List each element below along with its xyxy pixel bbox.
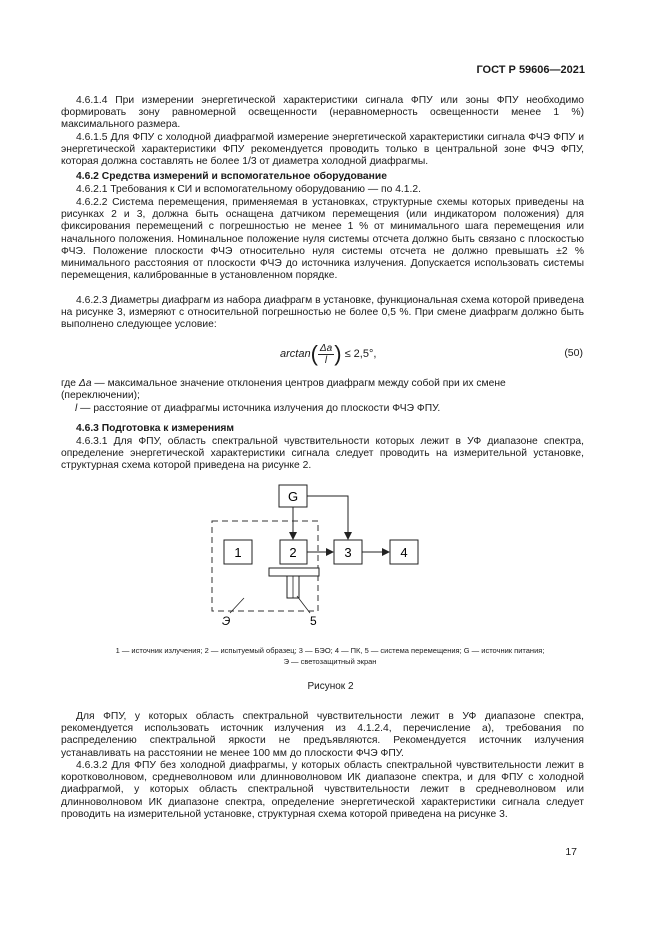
where-definition-1: где Δa — максимальное значение отклонения центров диафрагм между собой при их смене (переключении); [61,378,506,402]
figure-title: Рисунок 2 [307,681,354,692]
block-label-4: 4 [400,545,408,560]
document-header: ГОСТ Р 59606—2021 [476,64,585,76]
equation-number: (50) [564,347,583,359]
page-number: 17 [565,846,577,858]
block-label-2: 2 [289,545,297,560]
figure-legend-line-1: 1 — источник излучения; 2 — испытуемый образец; 3 — БЭО; 4 — ПК, 5 — система перемещения; G — источник питания; [115,646,545,655]
formula-fraction: $\frac{\Delta a}{l}$ [319,342,333,366]
label-5: 5 [310,614,317,628]
paragraph-4-6-2-3: 4.6.2.3 Диаметры диафрагм из набора диафрагм в установке, функциональная схема которой приведена на рисунке 3, измеряют с относительной погрешностью не более 0,5 %. При смене диафрагм должно быть выполнено следующее условие: [61,295,584,331]
paragraph-uv-source: Для ФПУ, у которых область спектральной чувствительности лежит в УФ диапазоне спектра, рекомендуется использовать источник излучения из 4.1.2.4, перечисление а), требования по распределению спектральной яркости не предъявляются. Рекомендуется источник излучения устанавливать на расстоянии не менее 100 мм до плоскости ФЧЭ ФПУ. [61,711,584,759]
formula-function: arctan [280,347,311,360]
where-definition-2: l — расстояние от диафрагмы источника излучения до плоскости ФЧЭ ФПУ. [75,403,441,414]
paragraph-4-6-3-1: 4.6.3.1 Для ФПУ, область спектральной чувствительности которых лежит в УФ диапазоне спектра, определение энергетической характеристики сигнала следует проводить на измерительной установке, структурная схема которой приведена на рисунке 2. [61,436,584,472]
arrow-g-to-3 [307,496,348,539]
section-heading-4-6-3: 4.6.3 Подготовка к измерениям [76,423,235,434]
formula-50: arctan( $\frac{\Delta a}{l}$ ) ≤ 2,5°, [280,341,377,366]
formula-rhs: ≤ 2,5°, [344,347,377,360]
leader-line-5 [297,596,310,613]
movement-system-plate [269,568,319,576]
block-label-g: G [287,489,299,504]
paragraph-4-6-1-5: 4.6.1.5 Для ФПУ с холодной диафрагмой измерение энергетической характеристики сигнала ФЧЭ ФПУ и энергетической характеристики ФПУ рекомендуется проводить только в центральной зоне ФЧЭ ФПУ, которая должна составлять не более 1/3 от диаметра холодной диафрагмы. [61,132,584,168]
block-label-3: 3 [344,545,352,560]
section-heading-4-6-2: 4.6.2 Средства измерений и вспомогательное оборудование [76,171,387,182]
label-e: Э [222,614,231,628]
paragraph-4-6-2-1: 4.6.2.1 Требования к СИ и вспомогательному оборудованию — по 4.1.2. [76,184,421,195]
block-label-1: 1 [234,545,242,560]
paragraph-4-6-1-4: 4.6.1.4 При измерении энергетической характеристики сигнала ФПУ или зоны ФПУ необходимо формировать зону равномерной освещенности (неравномерность освещенности менее 1 %) максимального размера. [61,95,584,131]
figure-legend-line-2: Э — светозащитный экран [283,657,377,666]
paragraph-4-6-3-2: 4.6.3.2 Для ФПУ без холодной диафрагмы, у которых область спектральной чувствительности лежит в коротковолновом, средневолновом или длинноволновом ИК диапазоне спектра, и для ФПУ с холодной диафрагмой, у которых область спектральной чувствительности лежит в средневолновом или длинноволновом ИК диапазоне спектра, определение энергетической характеристики сигнала следует проводить на измерительной установке, структурная схема которой приведена на рисунке 3. [61,760,584,820]
paragraph-4-6-2-2: 4.6.2.2 Система перемещения, применяемая в установках, структурные схемы которых приведены на рисунках 2 и 3, должна быть оснащена датчиком перемещения (или индикатором положения) для фиксирования перемещений с погрешностью не менее 1 % от минимального шага перемещения или начального положения. Номинальное положение нуля системы отсчета должно быть связано с плоскостью ФЧЭ. Положение плоскости ФЧЭ относительно нуля системы отсчета не должно превышать ±2 % минимального расстояния от плоскости ФЧЭ до источника излучения. Допускается использовать системы перемещения, калиброванные в установленном порядке. [61,197,584,282]
light-shield-screen-outline [212,521,318,611]
